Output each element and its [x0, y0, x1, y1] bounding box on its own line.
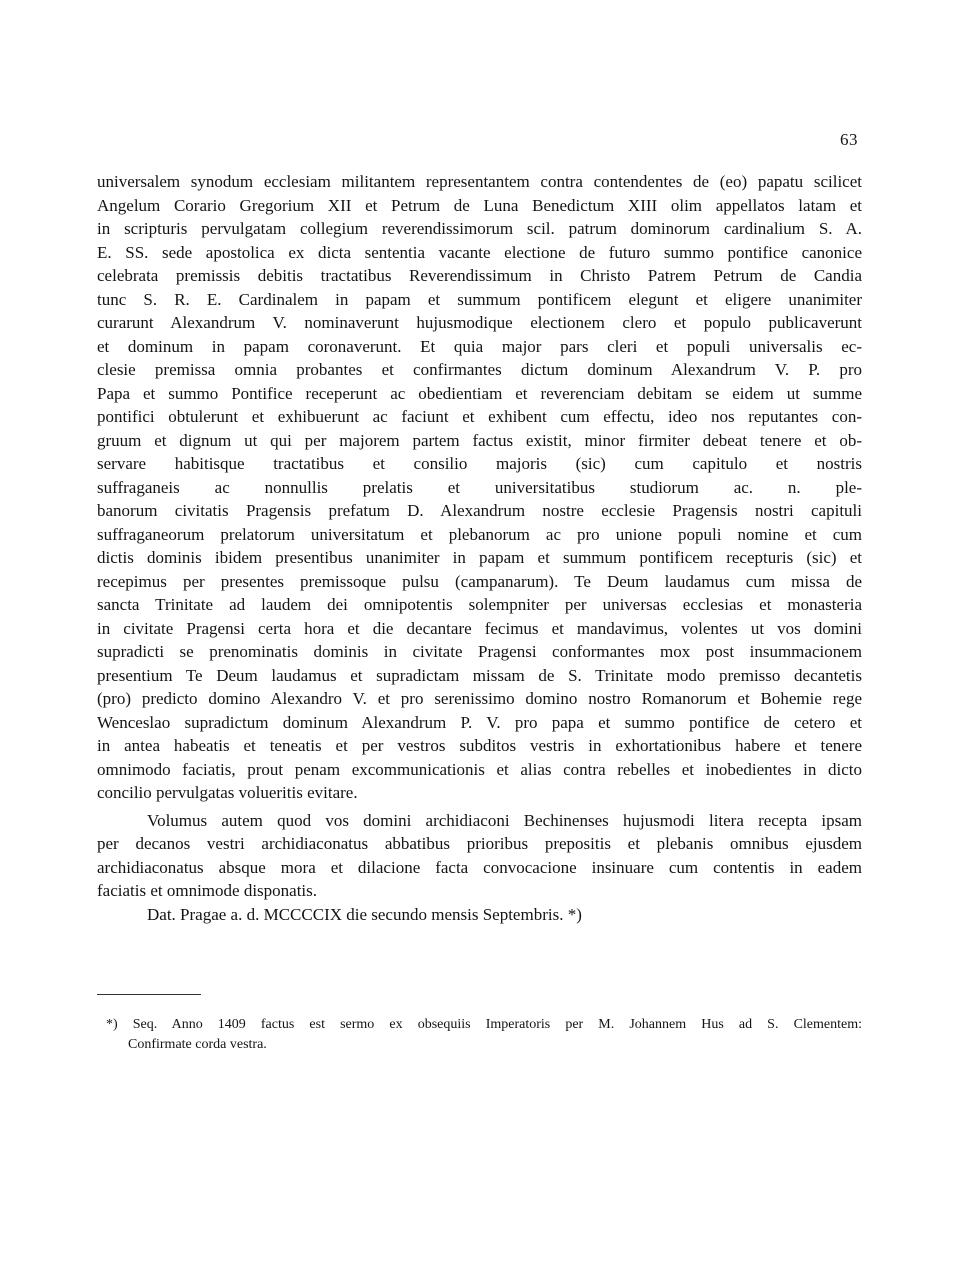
paragraph-2 [97, 809, 862, 903]
footnote [106, 1015, 862, 1055]
text-line: E. SS. sede apostolica ex dicta sententia vacante electione de futuro summo pontifice canonice [97, 242, 862, 262]
text-line: Volumus autem quod vos domini archidiaconi Bechinenses hujusmodi litera recepta ipsam [147, 810, 862, 830]
text-line: per decanos vestri archidiaconatus abbatibus prioribus prepositis et plebanis omnibus ejusdem [97, 834, 862, 853]
text-line: clesie premissa omnia probantes et confirmantes dictum dominum Alexandrum V. P. pro [97, 360, 862, 379]
footnote-line: *) Seq. Anno 1409 factus est sermo ex obsequiis Imperatoris per M. Johannem Hus ad S. Clementem: [106, 1017, 862, 1032]
text-line: Papa et summo Pontifice receperunt ac obedientiam et reverenciam debitam se eidem ut summe [97, 383, 862, 403]
footnote-line: Confirmate corda vestra. [128, 1037, 267, 1052]
text-line: concilio pervulgatas volueritis evitare. [97, 783, 358, 802]
text-line: in scripturis pervulgatam collegium reverendissimorum scil. patrum dominorum cardinalium S. A. [97, 219, 862, 238]
text-line: Wenceslao supradictum dominum Alexandrum P. V. pro papa et summo pontifice de cetero et [97, 712, 862, 732]
text-line: gruum et dignum ut qui per majorem partem factus existit, minor firmiter debeat tenere et ob- [97, 430, 862, 450]
text-line: recepimus per presentes premissoque pulsu (campanarum). Te Deum laudamus cum missa de [97, 571, 862, 591]
text-line: suffraganeis ac nonnullis prelatis et universitatibus studiorum ac. n. ple- [97, 477, 862, 497]
text-line: servare habitisque tractatibus et consilio majoris (sic) cum capitulo et nostris [97, 454, 862, 473]
text-line: in antea habeatis et teneatis et per vestros subditos vestris in exhortationibus habere et tenere [97, 736, 862, 755]
text-line: dictis dominis ibidem presentibus unanimiter in papam et summum pontificem recepturis (sic) et [97, 548, 862, 567]
text-line: Angelum Corario Gregorium XII et Petrum de Luna Benedictum XIII olim appellatos latam et [97, 195, 862, 215]
text-line: celebrata premissis debitis tractatibus Reverendissimum in Christo Patrem Petrum de Candia [97, 266, 862, 285]
text-line: et dominum in papam coronaverunt. Et quia major pars cleri et populi universalis ec- [97, 336, 862, 356]
footnote-divider [97, 994, 201, 995]
text-line: faciatis et omnimode disponatis. [97, 881, 318, 900]
text-line: omnimodo faciatis, prout penam excommunicationis et alias contra rebelles et inobedientes in dicto [97, 759, 862, 779]
text-line: tunc S. R. E. Cardinalem in papam et summum pontificem elegunt et eligere unanimiter [97, 289, 862, 309]
text-line: in civitate Pragensi certa hora et die decantare fecimus et mandavimus, volentes ut vos domini [97, 618, 862, 638]
main-text [97, 170, 862, 926]
text-line: banorum civitatis Pragensis prefatum D. Alexandrum nostre ecclesie Pragensis nostri capituli [97, 501, 862, 520]
text-line: curarunt Alexandrum V. nominaverunt hujusmodique electionem clero et populo publicaverunt [97, 313, 862, 332]
text-line: supradicti se prenominatis dominis in civitate Pragensi conformantes mox post insummacionem [97, 642, 862, 661]
text-line: universalem synodum ecclesiam militantem representantem contra contendentes de (eo) papatu scilicet [97, 172, 862, 191]
text-line: pontifici obtulerunt et exhibuerunt ac faciunt et exhibent cum effectu, ideo nos reputantes con- [97, 407, 862, 426]
text-line: archidiaconatus absque mora et dilacione facta convocacione insinuare cum contentis in eadem [97, 857, 862, 877]
text-line: suffraganeorum prelatorum universitatum et plebanorum ac pro unione populi nomine et cum [97, 524, 862, 544]
text-line: (pro) predicto domino Alexandro V. et pro serenissimo domino nostro Romanorum et Bohemie rege [97, 689, 862, 708]
dateline [97, 903, 862, 927]
page-number: 63 [840, 130, 858, 149]
dateline-text: Dat. Pragae a. d. MCCCCIX die secundo mensis Septembris. *) [147, 904, 582, 924]
text-line: presentium Te Deum laudamus et supradictam missam de S. Trinitate modo premisso decantetis [97, 665, 862, 685]
text-line: sancta Trinitate ad laudem dei omnipotentis solempniter per universas ecclesias et monasteria [97, 595, 862, 614]
paragraph-1 [97, 170, 862, 805]
